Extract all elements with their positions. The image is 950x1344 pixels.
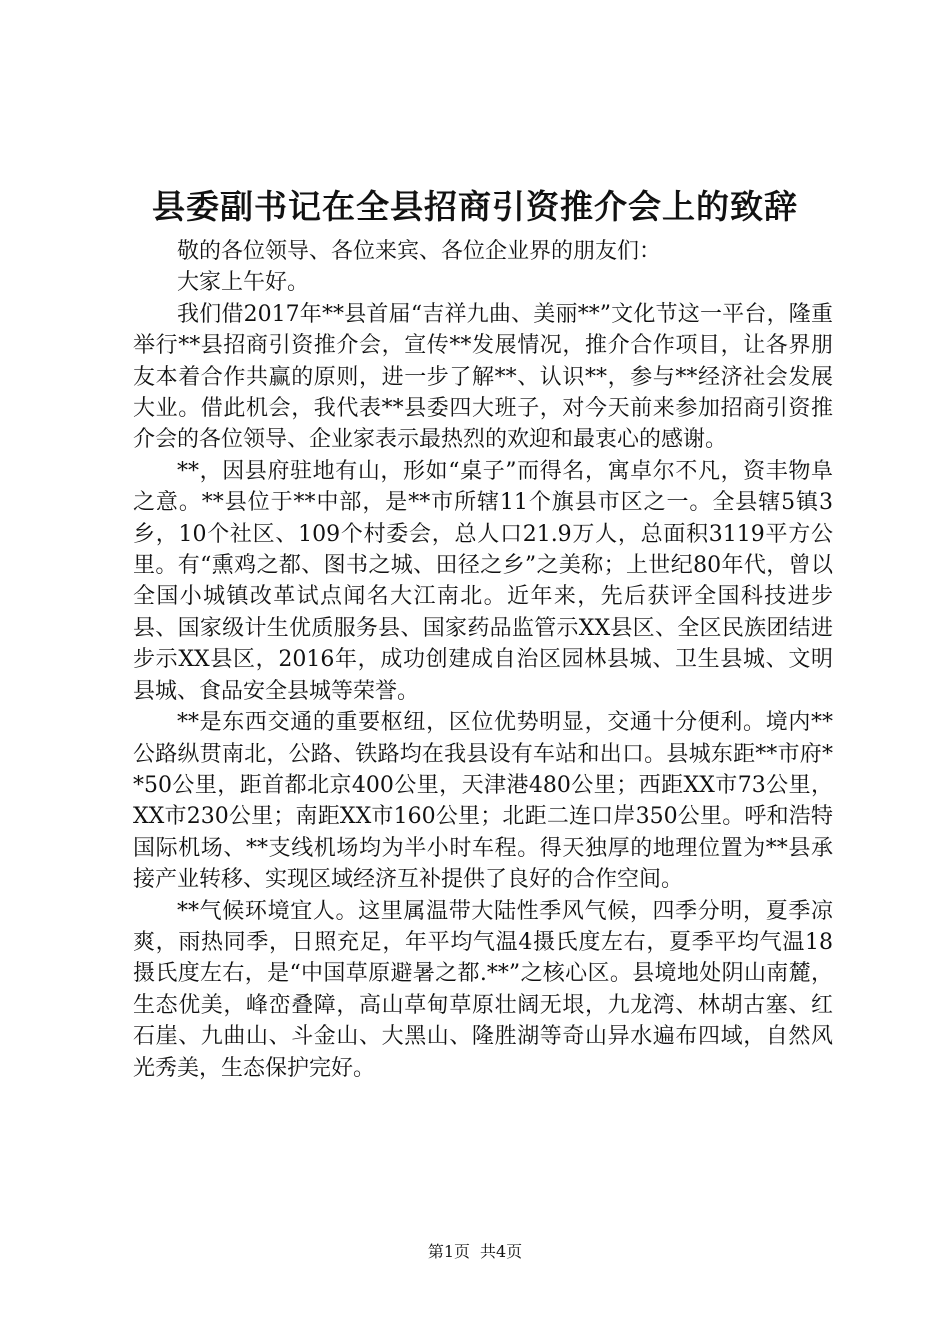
body-paragraph: **气候环境宜人。这里属温带大陆性季风气候，四季分明，夏季凉爽，雨热同季，日照充足，年平均气温4摄氏度左右，夏季平均气温18摄氏度左右，是“中国草原避暑之都.**”之核心区。县境地处阴山南麓，生态优美，峰峦叠障，高山草甸草原壮阔无垠，九龙湾、林胡古塞、红石崖、九曲山、斗金山、大黑山、隆胜湖等奇山异水遍布四域，自然风光秀美，生态保护完好。: [133, 898, 833, 1081]
page-total: 共4页: [480, 1242, 523, 1261]
salutation-paragraph: 敬的各位领导、各位来宾、各位企业界的朋友们：: [177, 239, 662, 264]
page-number: 第1页: [427, 1242, 470, 1261]
document-title: 县委副书记在全县招商引资推介会上的致辞: [152, 187, 798, 226]
greeting-paragraph: 大家上午好。: [177, 270, 310, 296]
page-footer: [0, 1241, 950, 1263]
body-paragraph: 我们借2017年**县首届“吉祥九曲、美丽**”文化节这一平台，隆重举行**县招商引资推介会，宣传**发展情况，推介合作项目，让各界朋友本着合作共赢的原则，进一步了解**、认识**，参与**经济社会发展大业。借此机会，我代表**县委四大班子，对今天前来参加招商引资推介会的各位领导、企业家表示最热烈的欢迎和最衷心的感谢。: [133, 301, 833, 453]
body-paragraph: **是东西交通的重要枢纽，区位优势明显，交通十分便利。境内**公路纵贯南北，公路、铁路均在我县设有车站和出口。县城东距**市府**50公里，距首都北京400公里，天津港480公里；西距XX市73公里，XX市230公里；南距XX市160公里；北距二连口岸350公里。呼和浩特国际机场、**支线机场均为半小时车程。得天独厚的地理位置为**县承接产业转移、实现区域经济互补提供了良好的合作空间。: [133, 710, 833, 893]
document-body: [133, 236, 833, 1084]
body-paragraph: **，因县府驻地有山，形如“桌子”而得名，寓卓尔不凡，资丰物阜之意。**县位于**中部，是**市所辖11个旗县市区之一。全县辖5镇3乡，10个社区、109个村委会，总人口21.9万人，总面积3119平方公里。有“熏鸡之都、图书之城、田径之乡”之美称；上世纪80年代，曾以全国小城镇改革试点闻名大江南北。近年来，先后获评全国科技进步县、国家级计生优质服务县、国家药品监管示XX县区、全区民族团结进步示XX县区，2016年，成功创建成自治区园林县城、卫生县城、文明县城、食品安全县城等荣誉。: [133, 458, 833, 704]
